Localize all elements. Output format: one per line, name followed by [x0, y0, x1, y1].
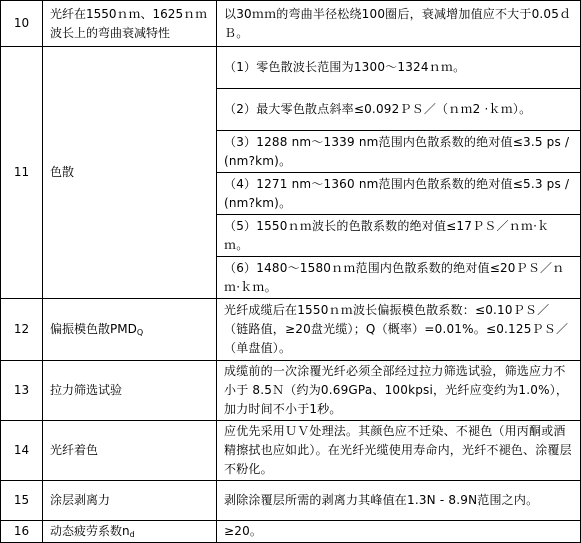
row-number: 16 [1, 521, 43, 543]
table-row [1, 299, 581, 361]
spec-text: 成缆前的一次涂覆光纤必须全部经过拉力筛选试验，筛选应力不小于 8.5Ｎ（约为0.69GPa、100kpsi，光纤应变约为1.0%），加力时间不小于1秒。 [217, 361, 581, 421]
row-number: 12 [1, 299, 43, 361]
item-name: 光纤在1550ｎｍ、1625ｎｍ波长上的弯曲衰减特性 [43, 1, 217, 47]
item-name: 色散 [43, 47, 217, 299]
spec-text: （3）1288 nm～1339 nm范围内色散系数的绝对值≤3.5 ps / (nm?km)。 [217, 131, 581, 173]
item-name-main: 偏振模色散PMD [50, 322, 137, 336]
row-number: 13 [1, 361, 43, 421]
item-name: 光纤着色 [43, 421, 217, 481]
spec-text: （4）1271 nm～1360 nm范围内色散系数的绝对值≤5.3 ps / (nm?km)。 [217, 173, 581, 215]
table-row [1, 1, 581, 47]
table-row [1, 421, 581, 481]
table-row [1, 47, 581, 89]
spec-text: （6）1480～1580ｎｍ范围内色散系数的绝对值≤20ＰＳ／ｎｍ·ｋｍ。 [217, 257, 581, 299]
row-number: 14 [1, 421, 43, 481]
spec-text: ≥20。 [217, 521, 581, 543]
item-name: 拉力筛选试验 [43, 361, 217, 421]
table-row [1, 521, 581, 543]
item-name-subscript: d [129, 530, 135, 539]
row-number: 15 [1, 481, 43, 521]
spec-text: 以30ｍｍ的弯曲半径松绕100圈后，衰减增加值应不大于0.05ｄＢ。 [217, 1, 581, 47]
spec-text: 剥除涂覆层所需的剥离力其峰值在1.3N - 8.9N范围之内。 [217, 481, 581, 521]
row-number: 11 [1, 47, 43, 299]
row-number: 10 [1, 1, 43, 47]
spec-text: 应优先采用ＵＶ处理法。其颜色应不迁染、不褪色（用丙酮或酒精擦拭也应如此）。在光纤光缆使用寿命内，光纤不褪色、涂覆层不粉化。 [217, 421, 581, 481]
item-name-main: 动态疲劳系数n [50, 524, 130, 538]
table-row [1, 481, 581, 521]
item-name [43, 521, 217, 543]
spec-text: 光纤成缆后在1550ｎｍ波长偏振模色散系数：≤0.10ＰＳ／（链路值，≥20盘光缆）；Q（概率）=0.01%。≤0.125ＰＳ／（单盘值）。 [217, 299, 581, 361]
item-name [43, 299, 217, 361]
item-name-subscript: Q [136, 328, 144, 337]
spec-text: （1）零色散波长范围为1300～1324ｎｍ。 [217, 47, 581, 89]
table-row [1, 361, 581, 421]
item-name: 涂层剥离力 [43, 481, 217, 521]
spec-text: （2）最大零色散点斜率≤0.092ＰＳ／（ｎｍ2 ·ｋｍ）。 [217, 89, 581, 131]
spec-text: （5）1550ｎｍ波长的色散系数的绝对值≤17ＰＳ／ｎｍ·ｋｍ。 [217, 215, 581, 257]
